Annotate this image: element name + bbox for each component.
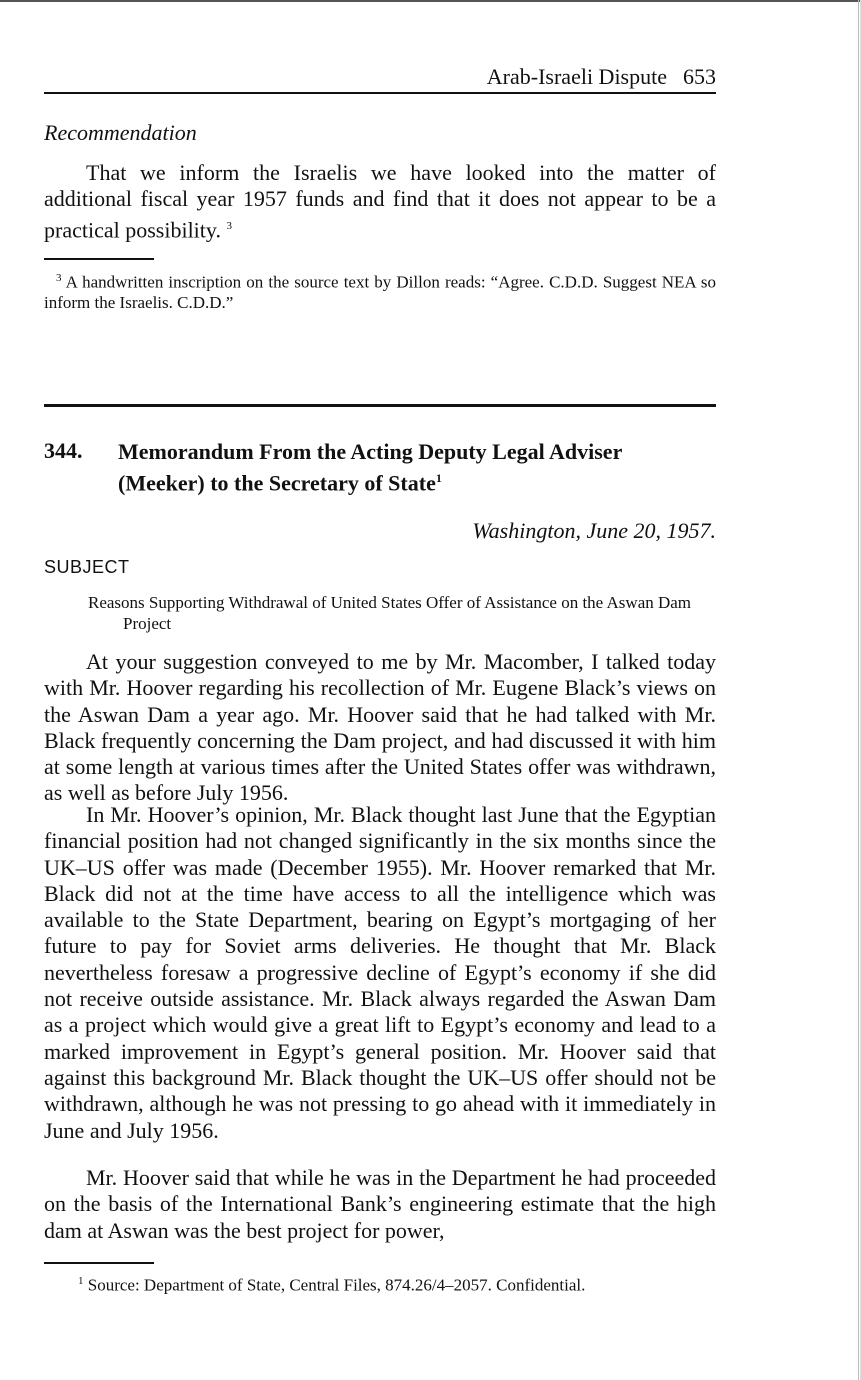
document-number: 344. [44, 438, 83, 463]
paragraph-text: Mr. Hoover said that while he was in the Department he had proceeded on the basis of the International Bank’s engineering estimate that the high dam at Aswan was the best project for power, [44, 1165, 716, 1243]
document-title [118, 438, 698, 496]
header-rule [44, 92, 716, 94]
running-head [44, 64, 716, 90]
footnote-ref: 1 [435, 471, 442, 485]
recommendation-text: That we inform the Israelis we have looked into the matter of additional fiscal year 1957 funds and find that it does not appear to be a practical possibility. [44, 160, 716, 242]
place-date: Washington, June 20, 1957. [472, 518, 716, 543]
footnote-marker: 1 [78, 1275, 84, 1287]
running-head-title: Arab-Israeli Dispute [486, 64, 667, 89]
page-top-edge [0, 0, 861, 2]
footnote-1 [44, 1271, 716, 1296]
body-paragraph-1 [44, 649, 716, 807]
footnote-rule [44, 1262, 154, 1264]
body-paragraph-2 [44, 802, 716, 1144]
footnote-ref: 3 [226, 219, 232, 232]
page-number: 653 [683, 64, 716, 89]
section-rule [44, 404, 716, 407]
subject-label: SUBJECT [44, 557, 130, 577]
footnote-text: Source: Department of State, Central Files, 874.26/4–2057. Confidential. [87, 1275, 586, 1295]
paragraph-text: At your suggestion conveyed to me by Mr. Macomber, I talked today with Mr. Hoover regarding his recollection of Mr. Eugene Black’s views on the Aswan Dam a year ago. Mr. Hoover said that he had talked with Mr. Black frequently concerning the Dam project, and had discussed it with him at some length at various times after the United States offer was withdrawn, as well as before July 1956. [44, 649, 716, 806]
subject-text: Reasons Supporting Withdrawal of United States Offer of Assistance on the Aswan Dam Project [88, 593, 692, 633]
recommendation-heading: Recommendation [44, 120, 197, 145]
document-title-text: Memorandum From the Acting Deputy Legal Adviser (Meeker) to the Secretary of State [118, 439, 622, 496]
footnote-text: A handwritten inscription on the source text by Dillon reads: “Agree. C.D.D. Suggest NEA so inform the Israelis. C.D.D.” [44, 272, 716, 312]
body-paragraph-3 [44, 1165, 716, 1244]
paragraph-text: In Mr. Hoover’s opinion, Mr. Black thought last June that the Egyptian financial position had not changed significantly in the six months since the UK–US offer was made (December 1955). Mr. Hoover remarked that Mr. Black did not at the time have access to all the intelligence which was available to the State Department, bearing on Egypt’s mortgaging of her future to pay for Soviet arms deliveries. He thought that Mr. Black nevertheless foresaw a progressive decline of Egypt’s economy if she did not receive outside assistance. Mr. Black always regarded the Aswan Dam as a project which would give a great lift to Egypt’s economy and lead to a marked improvement in Egypt’s general position. Mr. Hoover said that against this background Mr. Black thought the UK–US offer should not be withdrawn, although he was not pressing to go ahead with it immediately in June and July 1956. [44, 802, 716, 1143]
page-right-edge [858, 0, 859, 1380]
footnote-rule [44, 258, 154, 260]
footnote-3 [44, 268, 716, 313]
footnote-marker: 3 [56, 272, 62, 284]
recommendation-paragraph [44, 160, 716, 243]
